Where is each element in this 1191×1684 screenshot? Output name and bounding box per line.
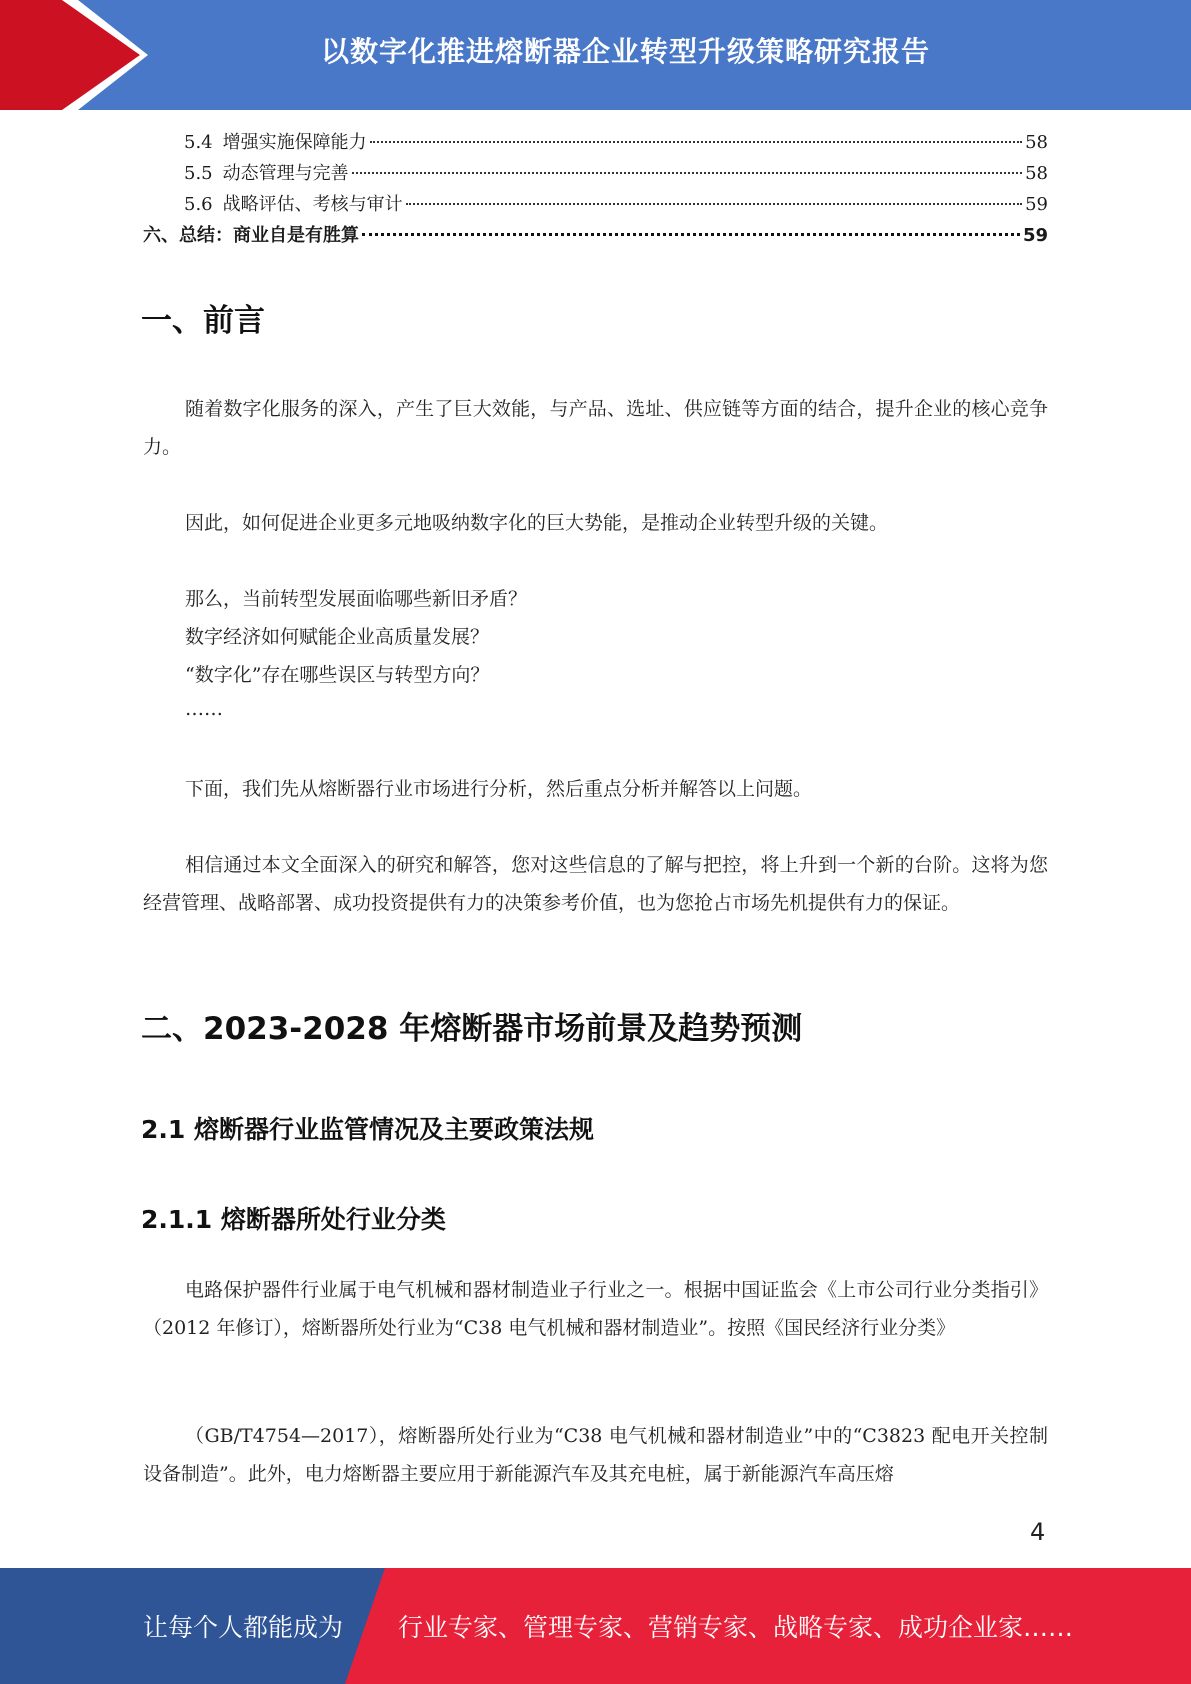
toc-entry[interactable] [143, 159, 1048, 190]
subsection-heading: 2.1 熔断器行业监管情况及主要政策法规 [141, 1115, 594, 1144]
toc-entry-number: 5.6 [184, 194, 213, 215]
toc-leader-dots [406, 203, 1022, 205]
paragraph: 随着数字化服务的深入，产生了巨大效能，与产品、选址、供应链等方面的结合，提升企业的核心竞争力。 [143, 398, 1048, 458]
section-heading-forecast: 二、2023-2028 年熔断器市场前景及趋势预测 [141, 1011, 803, 1047]
page-footer [0, 1568, 1191, 1684]
toc-entry-label: 增强实施保障能力 [222, 132, 367, 153]
toc-entry-page: 59 [1022, 225, 1048, 246]
toc-entry-label: 六、总结：商业自是有胜算 [143, 225, 359, 246]
toc-entry[interactable] [143, 190, 1048, 221]
paragraph: （GB/T4754—2017），熔断器所处行业为“C38 电气机械和器材制造业”中的“C3823 配电开关控制设备制造”。此外，电力熔断器主要应用于新能源汽车及其充电桩，属于新能源汽车高压熔 [143, 1425, 1048, 1485]
toc-entry-label: 动态管理与完善 [222, 163, 349, 184]
paragraph: 下面，我们先从熔断器行业市场进行分析，然后重点分析并解答以上问题。 [185, 778, 813, 800]
toc-leader-dots [370, 141, 1022, 143]
toc-entry-label: 战略评估、考核与审计 [222, 194, 403, 215]
section-heading-preface: 一、前言 [141, 303, 265, 339]
footer-slogan-right: 行业专家、管理专家、营销专家、战略专家、成功企业家…… [398, 1613, 1074, 1642]
question-line: 那么，当前转型发展面临哪些新旧矛盾？ [185, 588, 528, 610]
paragraph: 相信通过本文全面深入的研究和解答，您对这些信息的了解与把控，将上升到一个新的台阶。这将为您经营管理、战略部署、成功投资提供有力的决策参考价值，也为您抢占市场先机提供有力的保证。 [143, 854, 1048, 914]
subsection-heading: 2.1.1 熔断器所处行业分类 [141, 1205, 446, 1234]
page-header [0, 0, 1191, 110]
toc-entry-page: 58 [1025, 132, 1048, 153]
footer-slogan-left: 让每个人都能成为 [143, 1613, 344, 1642]
toc-entry-page: 59 [1025, 194, 1048, 215]
question-line: 数字经济如何赋能企业高质量发展？ [185, 626, 490, 648]
toc-entry-number: 5.4 [184, 132, 213, 153]
table-of-contents [143, 128, 1048, 252]
paragraph: 电路保护器件行业属于电气机械和器材制造业子行业之一。根据中国证监会《上市公司行业分类指引》（2012 年修订），熔断器所处行业为“C38 电气机械和器材制造业”。按照《国民经济行业分类》 [143, 1279, 1048, 1339]
toc-entry-number: 5.5 [184, 163, 213, 184]
question-line: “数字化”存在哪些误区与转型方向？ [185, 664, 490, 686]
toc-entry[interactable] [143, 221, 1048, 252]
ellipsis-line: …… [185, 698, 223, 720]
paragraph: 因此，如何促进企业更多元地吸纳数字化的巨大势能，是推动企业转型升级的关键。 [185, 512, 889, 534]
toc-leader-dots [362, 233, 1020, 236]
toc-entry[interactable] [143, 128, 1048, 159]
toc-leader-dots [352, 172, 1022, 174]
page-number: 4 [1030, 1518, 1046, 1546]
report-title: 以数字化推进熔断器企业转型升级策略研究报告 [320, 35, 930, 68]
toc-entry-page: 58 [1025, 163, 1048, 184]
